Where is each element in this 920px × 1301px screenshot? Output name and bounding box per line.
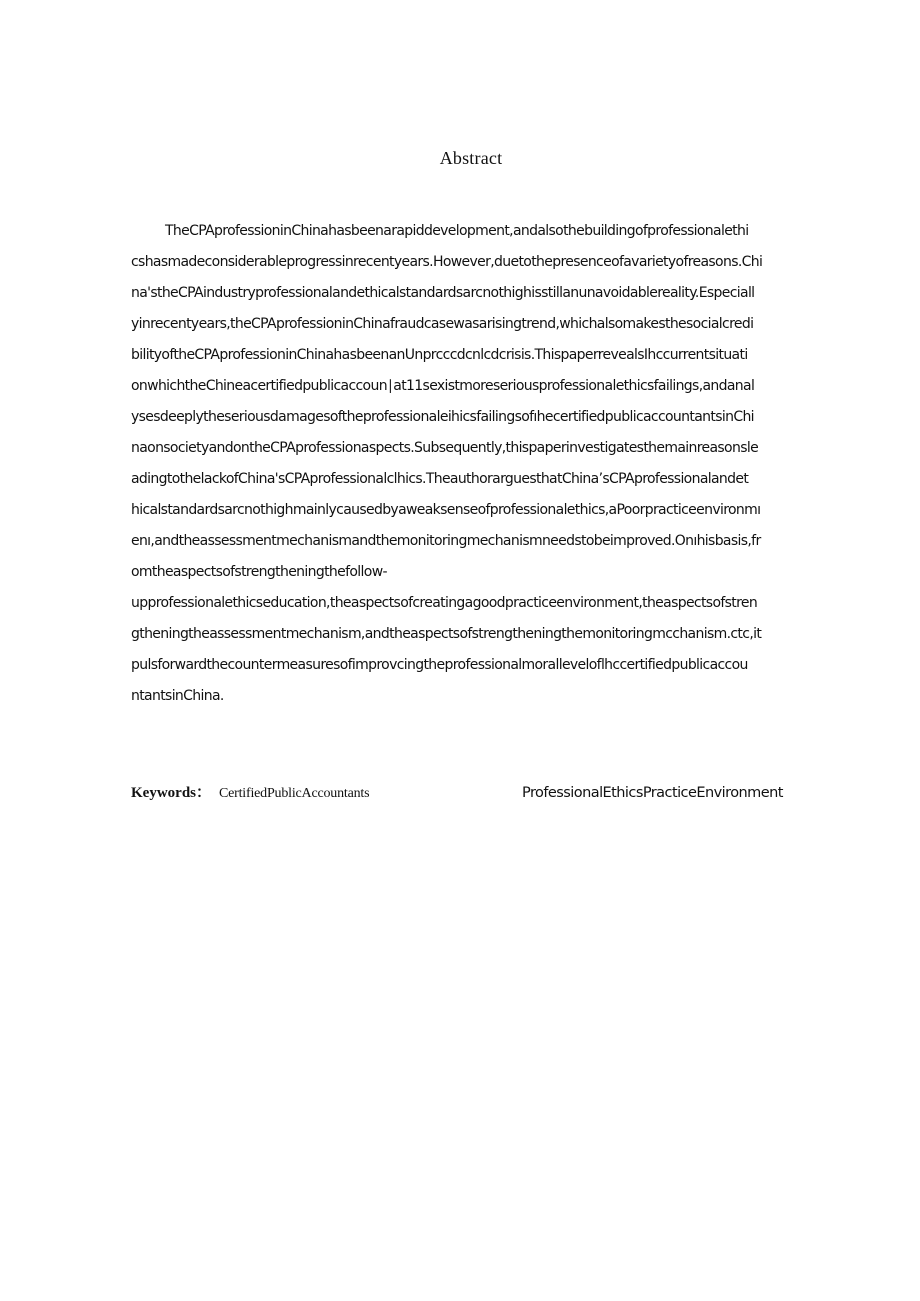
keyword-item: ProfessionalEthicsPracticeEnvironment [522, 785, 783, 801]
abstract-line: cshasmadeconsiderableprogressinrecentyears.However,duetothepresenceofavarietyofreasons.Chi [131, 254, 763, 270]
abstract-line: pulsforwardthecountermeasuresofimprovcingtheprofessionalmoralleveloflhccertifiedpublicaccou [131, 657, 748, 673]
abstract-line: ntantsinChina. [131, 688, 224, 704]
abstract-line: enı,andtheassessmentmechanismandthemonitoringmechanismneedstobeimproved.Onıhisbasis,fr [131, 533, 761, 549]
abstract-line: ysesdeeplytheseriousdamagesoftheprofessionaleihicsfailingsofıhecertifiedpublicaccountantsinChi [131, 409, 754, 425]
abstract-line: onwhichtheChineacertifiedpublicaccoun∣at11sexistmoreseriousprofessionalethicsfailings,andanal [131, 378, 755, 394]
abstract-line: bilityoftheCPAprofessioninChinahasbeenanUnprcccdcnlcdcrisis.ThispaperrevealsIhccurrentsituati [131, 347, 748, 363]
keywords-label: Keywords： [131, 785, 211, 801]
abstract-line: hicalstandardsarcnothighmainlycausedbyaweaksenseofprofessionalethics,aPoorpracticeenvironmı [131, 502, 761, 518]
abstract-title: Abstract [439, 148, 503, 168]
abstract-line: na'stheCPAindustryprofessionalandethicalstandardsarcnothighisstillanunavoidablereality.Especiall [131, 285, 755, 301]
abstract-line: naonsocietyandontheCPAprofessionaspects.Subsequently,thispaperinvestigatesthemainreasonsle [131, 440, 759, 456]
abstract-line: yinrecentyears,theCPAprofessioninChinafraudcasewasarisingtrend,whichalsomakesthesocialcredi [131, 316, 754, 332]
abstract-line: omtheaspectsofstrengtheningthefollow- [131, 564, 387, 580]
abstract-line: gtheningtheassessmentmechanism,andtheaspectsofstrengtheningthemonitoringmcchanism.ctc,it [131, 626, 762, 642]
abstract-line: adingtothelackofChina'sCPAprofessionalclhics.TheauthorarguesthatChina’sCPAprofessionalandet [131, 471, 749, 487]
abstract-line: upprofessionalethicseducation,theaspectsofcreatingagoodpracticeenvironment,theaspectsofstren [131, 595, 758, 611]
abstract-body [131, 219, 821, 715]
abstract-line: TheCPAprofessioninChinahasbeenarapiddevelopment,andalsothebuildingofprofessionalethi [165, 223, 749, 239]
keyword-item: CertifiedPublicAccountants [219, 786, 370, 801]
